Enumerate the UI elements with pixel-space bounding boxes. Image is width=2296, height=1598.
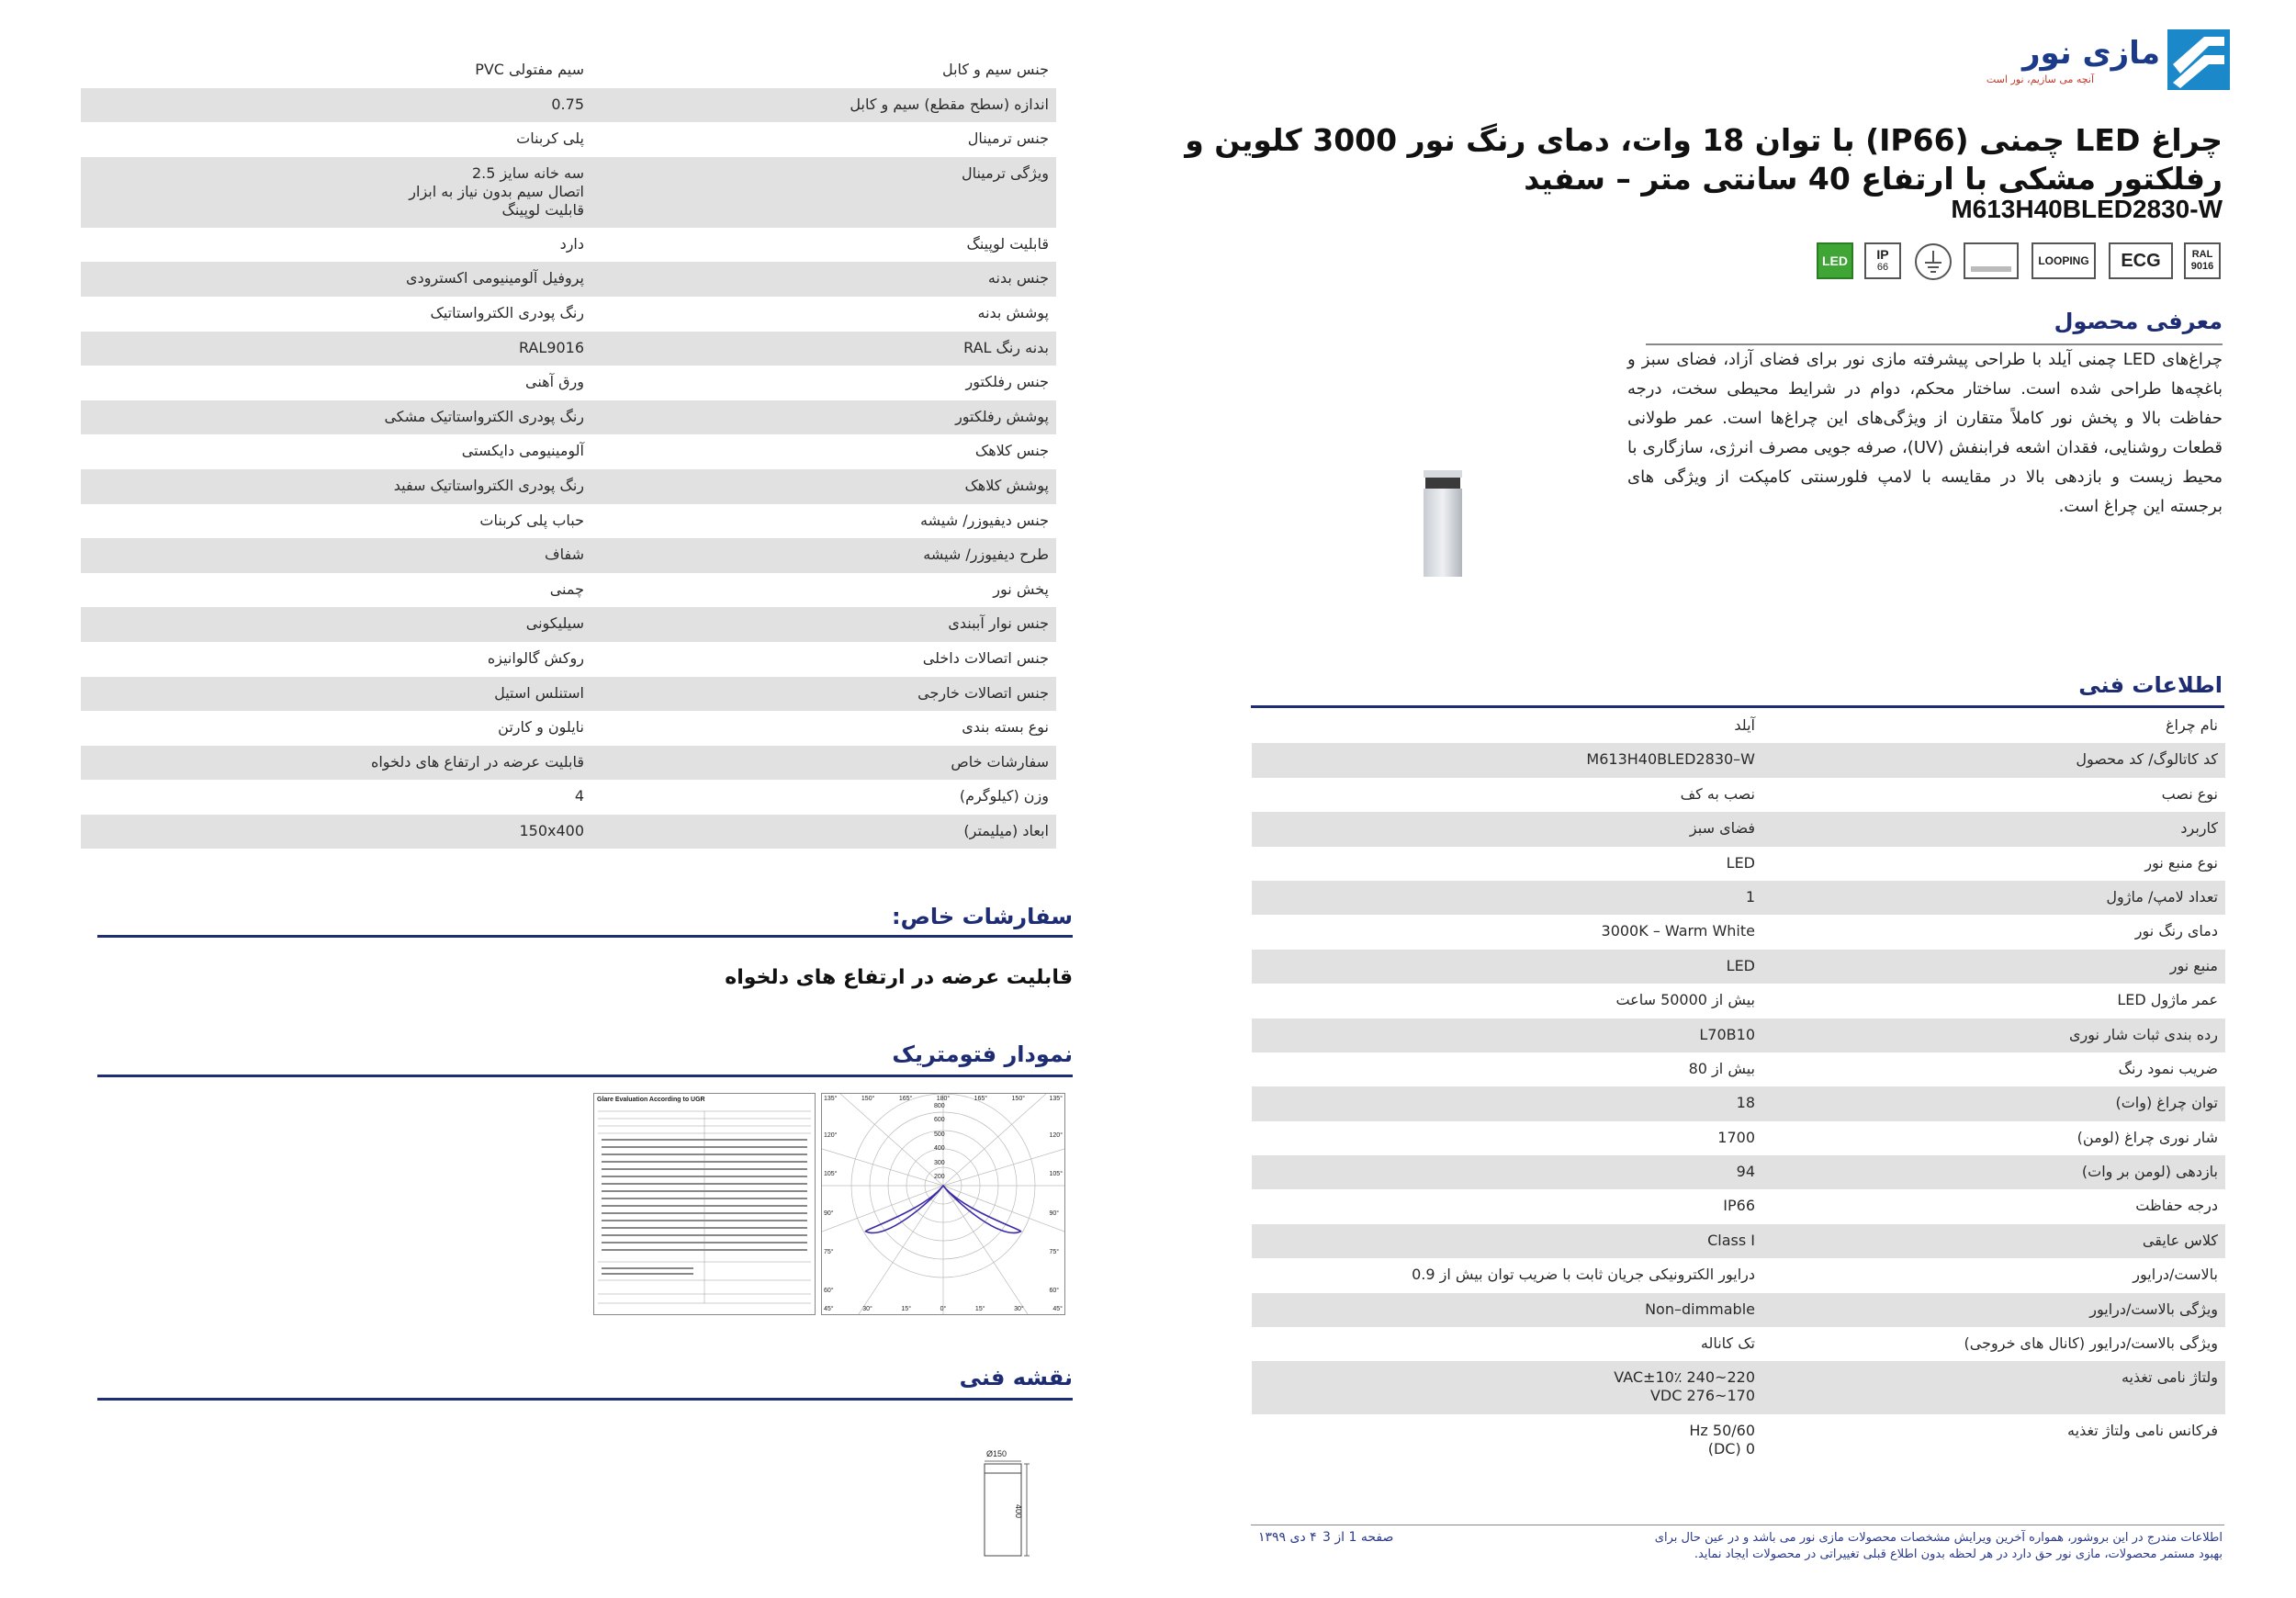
product-code: M613H40BLED2830-W bbox=[1951, 195, 2223, 223]
drawing-underline bbox=[97, 1398, 1073, 1401]
spec-label: نوع بسته بندی bbox=[962, 718, 1049, 737]
looping-badge: LOOPING bbox=[2032, 242, 2096, 279]
spec-row bbox=[1252, 1327, 2225, 1361]
spec-value: حباب پلی کربنات bbox=[479, 511, 584, 529]
spec-value: 1 bbox=[1745, 887, 1755, 906]
spec-value: L70B10 bbox=[1699, 1025, 1755, 1043]
spec-row bbox=[81, 228, 1056, 263]
spec-value: M613H40BLED2830–W bbox=[1586, 750, 1755, 769]
spec-label: فرکانس نامی ولتاژ تغذیه bbox=[2067, 1422, 2218, 1440]
spec-label: نام چراغ bbox=[2165, 716, 2218, 734]
spec-row bbox=[81, 504, 1056, 539]
spec-row bbox=[81, 366, 1056, 400]
spec-row bbox=[1252, 1121, 2225, 1155]
spec-row bbox=[1252, 1361, 2225, 1414]
spec-row bbox=[81, 157, 1056, 228]
spec-label: درجه حفاظت bbox=[2135, 1197, 2218, 1215]
spec-row bbox=[81, 815, 1056, 850]
special-orders-text: قابلیت عرضه در ارتفاع های دلخواه bbox=[725, 966, 1073, 989]
tech-heading: اطلاعات فنی bbox=[2078, 672, 2223, 698]
spec-value: 4 bbox=[574, 787, 584, 805]
spec-row bbox=[81, 642, 1056, 677]
spec-row bbox=[1252, 1189, 2225, 1223]
spec-value: 1700 bbox=[1717, 1128, 1755, 1146]
spec-row bbox=[81, 88, 1056, 123]
spec-row bbox=[1252, 1258, 2225, 1292]
led-badge: LED bbox=[1817, 242, 1853, 279]
spec-row bbox=[1252, 812, 2225, 846]
polar-angle-labels-bottom: 45° 30° 15° 0° 15° 30° 45° bbox=[824, 1306, 1063, 1312]
spec-value: استنلس استیل bbox=[494, 683, 584, 702]
spec-row bbox=[1252, 1155, 2225, 1189]
spec-value: نایلون و کارتن bbox=[498, 718, 584, 737]
spec-row bbox=[81, 711, 1056, 746]
spec-label: جنس نوار آببندی bbox=[948, 614, 1049, 633]
spec-row bbox=[1252, 984, 2225, 1018]
spec-value: IP66 bbox=[1723, 1197, 1755, 1215]
special-orders-underline bbox=[97, 935, 1073, 938]
polar-radius-labels: 800 600 500 400 300 200 bbox=[934, 1103, 945, 1180]
spec-row bbox=[1252, 778, 2225, 812]
spec-label: قابلیت لوپینگ bbox=[966, 234, 1049, 253]
intro-text: چراغ‌های LED چمنی آیلد با طراحی پیشرفته مازی نور برای فضای آزاد، فضای سبز و باغچه‌ها طراحی شده است. ساختار محکم، دوام در شرایط محیطی سخت، درجه حفاظت بالا و پخش نور کاملاً متقارن از ویژگی‌های این چراغ‌ها است. عمر طولانی قطعات روشنایی، فقدان اشعه فرابنفش (UV)، صرفه جویی مصرف انرژی، سازگاری با محیط زیست و بازدهی بالا در مقایسه با لامپ فلورسنتی کامپکت از ویژگی های برجسته این چراغ است. bbox=[1627, 350, 2223, 516]
spec-row bbox=[81, 573, 1056, 608]
product-image bbox=[1420, 468, 1466, 582]
spec-row bbox=[1252, 847, 2225, 881]
spec-value: روکش گالوانیزه bbox=[487, 648, 584, 667]
product-title: چراغ LED چمنی (IP66) با توان 18 وات، دمای رنگ نور 3000 کلوین و رفلکتور مشکی با ارتفاع 40 سانتی متر – سفید bbox=[1185, 122, 2223, 197]
spec-label: جنس دیفیوزر/ شیشه bbox=[920, 511, 1049, 529]
ip-rating-badge: IP 66 bbox=[1864, 242, 1901, 279]
polar-angle-labels-left: 120° 105° 90° 75° 60° bbox=[824, 1132, 838, 1294]
spec-value: بیش از 50000 ساعت bbox=[1615, 991, 1755, 1009]
spec-value: تک کاناله bbox=[1700, 1334, 1755, 1353]
spec-label: توان چراغ (وات) bbox=[2115, 1094, 2218, 1112]
spec-value: سیم مفتولی PVC bbox=[475, 61, 584, 78]
spec-value: Non–dimmable bbox=[1645, 1300, 1755, 1318]
spec-value: 0.75 bbox=[551, 95, 584, 113]
polar-angle-labels-top: 135° 150° 165° 180° 165° 150° 135° bbox=[824, 1096, 1063, 1102]
footer-note: اطلاعات مندرج در این بروشور، همواره آخرین ویرایش مشخصات محصولات مازی نور می باشد و در عین حال برای بهبود مستمر محصولات، مازی نور حق دارد در هر لحظه بدون اطلاع قبلی تغییراتی در محصولات ایجاد نماید. bbox=[1654, 1531, 2223, 1561]
spec-row bbox=[81, 122, 1056, 157]
spec-value: پروفیل آلومینیومی اکسترودی bbox=[406, 269, 584, 287]
ground-symbol-icon bbox=[1914, 242, 1953, 285]
spec-value: RAL9016 bbox=[518, 338, 584, 356]
drawing-heading: نقشه فنی bbox=[959, 1365, 1073, 1390]
spec-label: جنس اتصالات خارجی bbox=[917, 683, 1049, 702]
spec-row bbox=[81, 53, 1056, 88]
special-orders-heading: سفارشات خاص: bbox=[892, 904, 1073, 929]
materials-table bbox=[81, 53, 1056, 849]
spec-label: پوشش بدنه bbox=[977, 303, 1049, 321]
spec-row bbox=[81, 538, 1056, 573]
spec-label: ویژگی بالاست/درایور (کانال های خروجی) bbox=[1964, 1334, 2218, 1353]
spec-label: تعداد لامپ/ ماژول bbox=[2106, 887, 2218, 906]
spec-value: فضای سبز bbox=[1689, 819, 1755, 838]
spec-value: بیش از 80 bbox=[1688, 1059, 1755, 1077]
footer-date: ۴ دی ۱۳۹۹ bbox=[1258, 1530, 1317, 1545]
spec-value: آیلد bbox=[1734, 716, 1755, 734]
spec-value: نصب به کف bbox=[1680, 784, 1755, 803]
photometric-heading: نمودار فتومتریک bbox=[892, 1041, 1073, 1067]
spec-label: کلاس عایقی bbox=[2142, 1231, 2218, 1249]
spec-label: پوشش رفلکتور bbox=[955, 407, 1049, 425]
spec-value: آلومینیومی دایکستی bbox=[461, 442, 584, 460]
spec-label: نوع منبع نور bbox=[2144, 853, 2218, 872]
spec-value: شفاف bbox=[545, 546, 584, 564]
spec-label: شار نوری چراغ (لومن) bbox=[2077, 1128, 2218, 1146]
photometric-underline bbox=[97, 1075, 1073, 1077]
spec-row bbox=[81, 746, 1056, 781]
spec-label: جنس اتصالات داخلی bbox=[922, 648, 1049, 667]
spec-label: منبع نور bbox=[2169, 956, 2218, 974]
spec-label: بدنه رنگ RAL bbox=[963, 338, 1049, 356]
spec-label: رده بندی ثبات شار نوری bbox=[2069, 1025, 2218, 1043]
spec-value: رنگ پودری الکترواستاتیک مشکی bbox=[384, 407, 584, 425]
spec-value: رنگ پودری الکترواستاتیک bbox=[430, 303, 584, 321]
footer-page-number: صفحه 1 از 3 bbox=[1322, 1530, 1394, 1545]
spec-value: 220~240 VAC±10٪ 170~276 VDC bbox=[1614, 1368, 1755, 1405]
brand-logo bbox=[1984, 28, 2232, 92]
spec-value: قابلیت عرضه در ارتفاع های دلخواه bbox=[370, 752, 584, 771]
ugr-glare-table bbox=[593, 1093, 816, 1315]
spec-row bbox=[81, 607, 1056, 642]
drawing-diameter: Ø150 bbox=[986, 1449, 1007, 1458]
polar-angle-labels-right: 120° 105° 90° 75° 60° bbox=[1049, 1132, 1063, 1294]
spec-value: 50/60 Hz 0 (DC) bbox=[1689, 1422, 1755, 1458]
spec-row bbox=[1252, 1224, 2225, 1258]
spec-label: ولتاژ نامی تغذیه bbox=[2121, 1368, 2218, 1387]
spec-label: وزن (کیلوگرم) bbox=[959, 787, 1049, 805]
spec-label: طرح دیفیوزر/ شیشه bbox=[923, 546, 1049, 564]
spec-value: 150x400 bbox=[519, 821, 584, 839]
spec-value: Class I bbox=[1707, 1231, 1755, 1249]
spec-value: دارد bbox=[559, 234, 584, 253]
spec-row bbox=[1252, 1414, 2225, 1468]
drawing-height: 400 bbox=[1014, 1504, 1023, 1519]
spec-value: ورق آهنی bbox=[525, 373, 584, 391]
spec-label: عمر ماژول LED bbox=[2117, 991, 2218, 1009]
spec-label: ضریب نمود رنگ bbox=[2118, 1059, 2218, 1077]
spec-row bbox=[1252, 950, 2225, 984]
spec-value: چمنی bbox=[549, 580, 584, 598]
spec-label: بازدهی (لومن بر وات) bbox=[2081, 1163, 2218, 1181]
spec-value: پلی کربنات bbox=[516, 129, 584, 148]
spec-value: سه خانه سایز 2.5 اتصال سیم بدون نیاز به ابزار قابلیت لوپینگ bbox=[409, 163, 584, 219]
polar-light-distribution bbox=[821, 1093, 1065, 1315]
spec-value: درایور الکترونیکی جریان ثابت با ضریب توان بیش از 0.9 bbox=[1412, 1266, 1755, 1284]
spec-row bbox=[81, 262, 1056, 297]
spec-label: ویژگی بالاست/درایور bbox=[2089, 1300, 2218, 1318]
ugr-table-title: Glare Evaluation According to UGR bbox=[597, 1097, 705, 1103]
spec-row bbox=[1252, 1293, 2225, 1327]
brand-name: مازی نور bbox=[2021, 35, 2160, 72]
spec-row bbox=[1252, 1086, 2225, 1120]
spec-value: 3000K – Warm White bbox=[1601, 922, 1755, 940]
spec-row bbox=[1252, 743, 2225, 777]
surface-mount-icon bbox=[1964, 242, 2019, 283]
spec-label: ابعاد (میلیمتر) bbox=[963, 821, 1049, 839]
spec-label: پخش نور bbox=[993, 580, 1049, 598]
spec-value: LED bbox=[1726, 956, 1755, 974]
spec-row bbox=[1252, 1018, 2225, 1052]
spec-value: LED bbox=[1726, 853, 1755, 872]
tech-underline bbox=[1251, 705, 2224, 708]
ral-badge: RAL 9016 bbox=[2184, 242, 2221, 279]
spec-label: بالاست/درایور bbox=[2133, 1266, 2218, 1284]
ecg-badge: ECG bbox=[2109, 242, 2173, 279]
spec-value: 18 bbox=[1736, 1094, 1755, 1112]
spec-row bbox=[81, 780, 1056, 815]
spec-label: سفارشات خاص bbox=[951, 752, 1049, 771]
spec-row bbox=[1252, 1052, 2225, 1086]
spec-row bbox=[1252, 709, 2225, 743]
spec-row bbox=[1252, 915, 2225, 949]
spec-label: کد کاتالوگ/ کد محصول bbox=[2076, 750, 2218, 769]
spec-label: پوشش کلاهک bbox=[964, 476, 1049, 494]
spec-row bbox=[81, 332, 1056, 366]
spec-row bbox=[81, 297, 1056, 332]
spec-row bbox=[81, 469, 1056, 504]
ugr-grid-icon bbox=[594, 1106, 815, 1312]
spec-label: کاربرد bbox=[2180, 819, 2218, 838]
brand-tagline: آنچه می سازیم، نور است bbox=[1986, 73, 2094, 85]
spec-label: جنس ترمینال bbox=[967, 129, 1049, 148]
spec-row bbox=[81, 400, 1056, 435]
spec-row bbox=[81, 434, 1056, 469]
spec-label: جنس بدنه bbox=[987, 269, 1049, 287]
spec-row bbox=[81, 677, 1056, 712]
spec-row bbox=[1252, 881, 2225, 915]
spec-label: جنس سیم و کابل bbox=[941, 61, 1049, 78]
spec-label: جنس رفلکتور bbox=[965, 373, 1049, 391]
spec-label: اندازه (سطح مقطع) سیم و کابل bbox=[850, 95, 1049, 113]
intro-heading: معرفی محصول bbox=[2054, 309, 2223, 334]
spec-value: سیلیکونی bbox=[525, 614, 584, 633]
spec-label: جنس کلاهک bbox=[974, 442, 1049, 460]
spec-label: دمای رنگ نور bbox=[2134, 922, 2218, 940]
spec-label: نوع نصب bbox=[2161, 784, 2218, 803]
spec-label: ویژگی ترمینال bbox=[961, 163, 1049, 182]
tech-table bbox=[1252, 709, 2225, 1468]
spec-value: رنگ پودری الکترواستاتیک سفید bbox=[393, 476, 584, 494]
spec-value: 94 bbox=[1736, 1163, 1755, 1181]
technical-drawing bbox=[981, 1449, 1064, 1559]
